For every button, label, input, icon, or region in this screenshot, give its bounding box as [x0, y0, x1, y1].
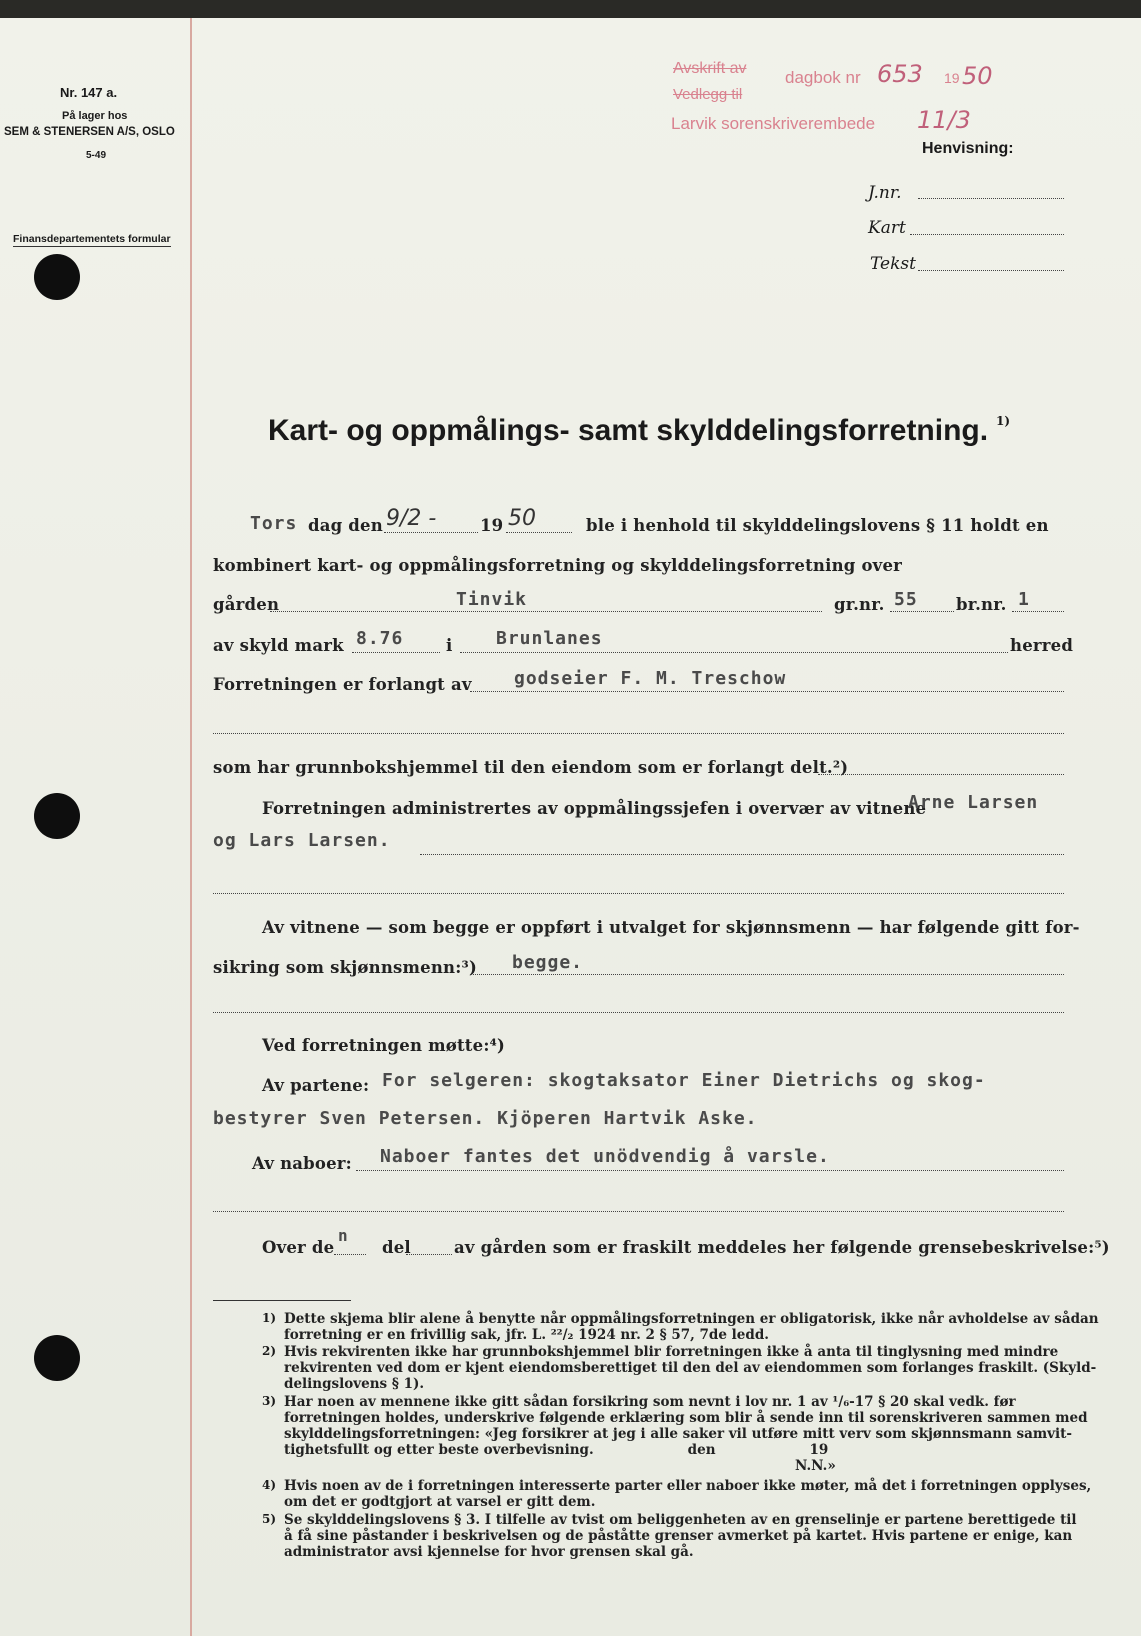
blank-line: [213, 1012, 1064, 1013]
punch-hole: [34, 254, 80, 300]
line16-a: Over de: [262, 1238, 335, 1257]
line15-a: Av naboer:: [252, 1154, 352, 1173]
gr-nr: 55: [894, 589, 918, 610]
journal-number: 653: [877, 60, 923, 88]
margin-rule: [190, 18, 192, 1636]
stamp-court: Larvik sorenskriverembede: [671, 114, 876, 133]
line11-a: sikring som skjønnsmenn:³): [213, 958, 477, 977]
stamp-line-2: Vedlegg til: [673, 86, 743, 103]
footnote-5-line-1: Se skylddelingslovens § 3. I tilfelle av tvist om beliggenheten av en grenselinje er partene berettigede til: [284, 1512, 1077, 1528]
scan-top-edge: [0, 0, 1141, 18]
stamp-date: 11/3: [917, 106, 971, 134]
line12: Ved forretningen møtte:⁴): [262, 1036, 506, 1055]
footnote-3-line-2: forretningen holdes, underskrive følgende erklæring som blir å sende inn til sorenskriveren sammen med: [284, 1410, 1088, 1426]
footnote-2-line-2: rekvirenten ved dom er kjent eiendomsberettiget til den del av eiendommen som forlanges fraskilt. (Skyld-: [284, 1360, 1097, 1376]
herred-field: [460, 652, 1008, 653]
formular-label: Finansdepartementets formular: [13, 233, 171, 245]
part-suffix-field: [334, 1254, 366, 1255]
footnote-3-line-1: Har noen av mennene ikke gitt sådan forsikring som nevnt i lov nr. 1 av ¹/₆-17 § 20 skal vedk. før: [284, 1394, 1016, 1410]
footnote-4-line-2: om det er godtgjort at varsel er gitt dem.: [284, 1494, 596, 1510]
line10: Av vitnene — som begge er oppført i utvalget for skjønnsmenn — har følgende gitt for-: [262, 918, 1080, 937]
blank-line: [213, 733, 1064, 734]
footnote-5-mark: 5): [262, 1512, 277, 1526]
kart-field: [910, 234, 1064, 235]
jnr-label: J.nr.: [868, 183, 902, 203]
weekday-typed: Tors: [250, 513, 298, 534]
line3-b: gr.nr.: [834, 595, 885, 614]
line1-c: ble i henhold til skylddelingslovens § 11 holdt en: [586, 516, 1049, 535]
line1-a: dag den: [308, 516, 383, 535]
stock-line-2: SEM & STENERSEN A/S, OSLO: [4, 126, 175, 138]
farm-field: [270, 611, 822, 612]
footnote-rule: [213, 1300, 351, 1301]
footnote-3-line-4: tighetsfullt og etter beste overbevisning. den 19: [284, 1442, 829, 1458]
requester: godseier F. M. Treschow: [514, 668, 787, 689]
witness-2: og Lars Larsen.: [213, 830, 391, 851]
footnote-3-line-5: N.N.»: [795, 1458, 836, 1474]
line16-c: av gården som er fraskilt meddeles her følgende grensebeskrivelse:⁵): [454, 1238, 1110, 1257]
tekst-field: [918, 270, 1064, 271]
brnr-field: [1012, 611, 1064, 612]
line4-b: i: [446, 636, 453, 655]
farm-name: Tinvik: [456, 589, 528, 610]
neighbours-field: [356, 1170, 1064, 1171]
footnote-5-line-2: å få sine påstander i beskrivelsen og de påståtte grenser avmerket på kartet. Hvis partene er enige, kan: [284, 1528, 1073, 1544]
stamp-dagbok: dagbok nr: [785, 68, 861, 87]
edition: 5-49: [86, 150, 107, 161]
punch-hole: [34, 1335, 80, 1381]
witness-field: [420, 854, 1064, 855]
footnote-3-line-3: skylddelingsforretningen: «Jeg forsikrer at jeg i alle saker vil utføre mitt verv som skjønnsmann samvit-: [284, 1426, 1072, 1442]
line3-c: br.nr.: [956, 595, 1007, 614]
herred-name: Brunlanes: [496, 628, 603, 649]
witness-1: Arne Larsen: [908, 792, 1039, 813]
requester-field: [470, 691, 1064, 692]
grnr-field: [890, 611, 954, 612]
line4-c: herred: [1010, 636, 1074, 655]
footnote-4-line-1: Hvis noen av de i forretningen interesserte parter eller naboer ikke møter, må det i forretningen opplyses,: [284, 1478, 1092, 1494]
document-title: Kart- og oppmålings- samt skylddelingsforretning.: [268, 414, 989, 447]
title-footnote-mark: 1): [996, 414, 1011, 428]
jnr-field: [918, 198, 1064, 199]
stock-line-1: På lager hos: [62, 110, 128, 122]
footnote-2-line-3: delingslovens § 1).: [284, 1376, 425, 1392]
tekst-label: Tekst: [870, 254, 916, 274]
line16-b: del: [382, 1238, 411, 1257]
meeting-date: 9/2 -: [386, 506, 437, 531]
line3-a: gården: [213, 595, 280, 614]
punch-hole: [34, 793, 80, 839]
form-number: Nr. 147 a.: [60, 85, 118, 100]
line1-b: 19: [480, 516, 504, 535]
line13-a: Av partene:: [262, 1076, 370, 1095]
journal-year: 50: [962, 62, 993, 90]
footnote-2-mark: 2): [262, 1344, 277, 1358]
line7: som har grunnbokshjemmel til den eiendom som er forlangt delt.²): [213, 758, 849, 777]
footnote-1-mark: 1): [262, 1311, 277, 1325]
line5-a: Forretningen er forlangt av: [213, 675, 472, 694]
meeting-year: 50: [508, 506, 536, 531]
stamp-line-1: Avskrift av: [673, 60, 747, 77]
part-field: [406, 1254, 452, 1255]
kart-label: Kart: [868, 218, 906, 238]
date-field: [384, 532, 478, 533]
assurance-field: [470, 974, 1064, 975]
stamp-year-prefix: 19: [944, 70, 960, 86]
parties-typed-2: bestyrer Sven Petersen. Kjöperen Hartvik Aske.: [213, 1108, 758, 1129]
year-field: [506, 532, 572, 533]
assurance-typed: begge.: [512, 952, 584, 973]
line4-a: av skyld mark: [213, 636, 344, 655]
blank-line: [213, 1211, 1064, 1212]
footnote-1-line-2: forretning er en frivillig sak, jfr. L. ²²/₂ 1924 nr. 2 § 57, 7de ledd.: [284, 1327, 769, 1343]
blank-line: [213, 893, 1064, 894]
footnote-2-line-1: Hvis rekvirenten ikke har grunnbokshjemmel blir forretningen ikke å anta til tinglysning med mindre: [284, 1344, 1059, 1360]
parties-typed: For selgeren: skogtaksator Einer Dietrichs og skog-: [382, 1070, 986, 1091]
line8-a: Forretningen administrertes av oppmålingssjefen i overvær av vitnene: [262, 799, 927, 818]
br-nr: 1: [1018, 589, 1030, 610]
footnote-4-mark: 4): [262, 1478, 277, 1492]
footnote-3-mark: 3): [262, 1394, 277, 1408]
line7-field: [818, 774, 1064, 775]
skyld-mark: 8.76: [356, 628, 404, 649]
footnote-1-line-1: Dette skjema blir alene å benytte når oppmålingsforretningen er obligatorisk, ikke når avholdelse av sådan: [284, 1311, 1099, 1327]
mark-field: [352, 652, 440, 653]
reference-heading: Henvisning:: [922, 140, 1014, 157]
neighbours-typed: Naboer fantes det unödvendig å varsle.: [380, 1146, 830, 1167]
part-suffix: n: [338, 1226, 349, 1245]
line2: kombinert kart- og oppmålingsforretning og skylddelingsforretning over: [213, 556, 903, 575]
footnote-5-line-3: administrator avsi kjennelse for hvor grensen skal gå.: [284, 1544, 694, 1560]
